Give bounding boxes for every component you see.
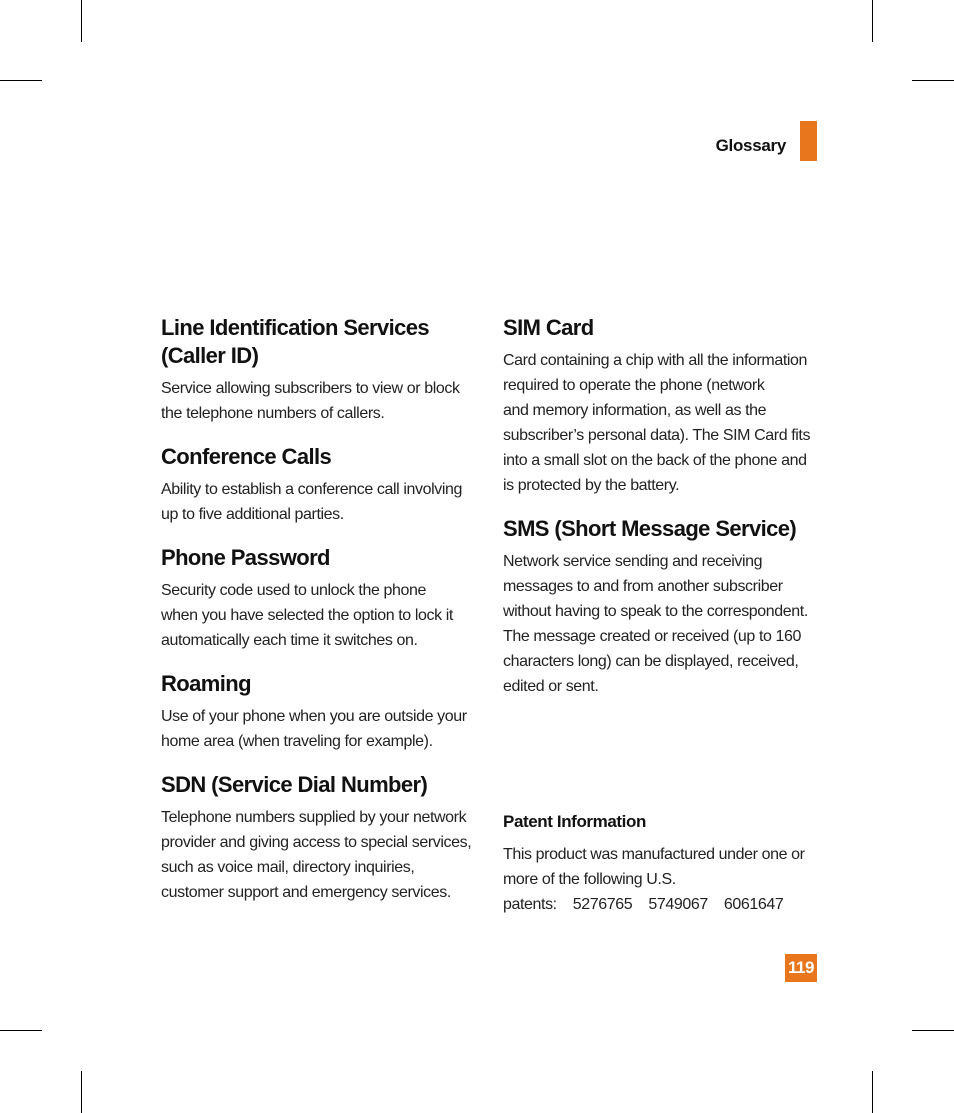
body-line: is protected by the battery. [503, 477, 680, 494]
entry-title: SDN (Service Dial Number) [161, 772, 428, 797]
glossary-entry-sdn [161, 771, 476, 905]
patent-body [503, 842, 821, 917]
glossary-entry-sms [503, 515, 821, 699]
body-line: Network service sending and receiving [503, 553, 763, 570]
entry-title: Phone Password [161, 545, 330, 570]
body-line: such as voice mail, directory inquiries, [161, 859, 415, 876]
body-line: characters long) can be displayed, received, [503, 653, 799, 670]
body-line: required to operate the phone (network [503, 377, 765, 394]
page-number-badge: 119 [785, 954, 817, 982]
entry-body [161, 805, 476, 905]
body-line: edited or sent. [503, 678, 599, 695]
glossary-entry-caller-id [161, 314, 476, 426]
body-line: and memory information, as well as the [503, 402, 767, 419]
entry-title: Roaming [161, 671, 251, 696]
body-line: subscriber’s personal data). The SIM Card fits [503, 427, 811, 444]
entry-body [503, 549, 821, 699]
body-line: Telephone numbers supplied by your network [161, 809, 467, 826]
patent-title: Patent Information [503, 812, 646, 831]
body-line: provider and giving access to special services, [161, 834, 472, 851]
crop-mark [0, 80, 42, 81]
glossary-entry-phone-password [161, 544, 476, 653]
crop-mark [872, 1071, 873, 1113]
glossary-entry-sim-card [503, 314, 821, 498]
patent-numbers [503, 896, 795, 913]
body-line: Card containing a chip with all the information [503, 352, 808, 369]
entry-title: SIM Card [503, 315, 594, 340]
entry-body [161, 704, 476, 754]
patent-number: 5749067 [648, 896, 708, 913]
body-line: more of the following U.S. [503, 871, 676, 888]
body-line: Service allowing subscribers to view or block [161, 380, 460, 397]
body-line: up to five additional parties. [161, 506, 344, 523]
entry-title-line: (Caller ID) [161, 343, 259, 368]
patents-label: patents: [503, 896, 557, 913]
patent-number: 6061647 [723, 896, 784, 913]
body-line: without having to speak to the correspondent. [503, 603, 808, 620]
section-tab-marker [800, 121, 817, 161]
entry-title: SMS (Short Message Service) [503, 516, 797, 541]
body-line: customer support and emergency services. [161, 884, 451, 901]
body-line: automatically each time it switches on. [161, 632, 418, 649]
entry-body [503, 348, 821, 498]
body-line: The message created or received (up to 160 [503, 628, 802, 645]
crop-mark [0, 1030, 42, 1031]
body-line: when you have selected the option to lock it [161, 607, 453, 624]
body-line: Use of your phone when you are outside your [161, 708, 467, 725]
crop-mark [872, 0, 873, 42]
crop-mark [912, 80, 954, 81]
right-column [503, 314, 821, 716]
body-line: into a small slot on the back of the phone and [503, 452, 807, 469]
patent-information [503, 810, 821, 917]
glossary-entry-conference-calls [161, 443, 476, 527]
section-label: Glossary [715, 136, 786, 155]
entry-title: Conference Calls [161, 444, 332, 469]
crop-mark [81, 0, 82, 42]
body-line: Security code used to unlock the phone [161, 582, 426, 599]
entry-title-line: Line Identification Services [161, 315, 430, 340]
body-line: This product was manufactured under one or [503, 846, 805, 863]
crop-mark [81, 1071, 82, 1113]
body-line: home area (when traveling for example). [161, 733, 433, 750]
body-line: the telephone numbers of callers. [161, 405, 385, 422]
entry-body [161, 477, 476, 527]
body-line: Ability to establish a conference call involving [161, 481, 462, 498]
glossary-entry-roaming [161, 670, 476, 754]
entry-body [161, 578, 476, 653]
entry-title [161, 314, 476, 370]
patent-number: 5276765 [572, 896, 633, 913]
crop-mark [912, 1030, 954, 1031]
entry-body [161, 376, 476, 426]
body-line: messages to and from another subscriber [503, 578, 783, 595]
left-column [161, 314, 476, 922]
